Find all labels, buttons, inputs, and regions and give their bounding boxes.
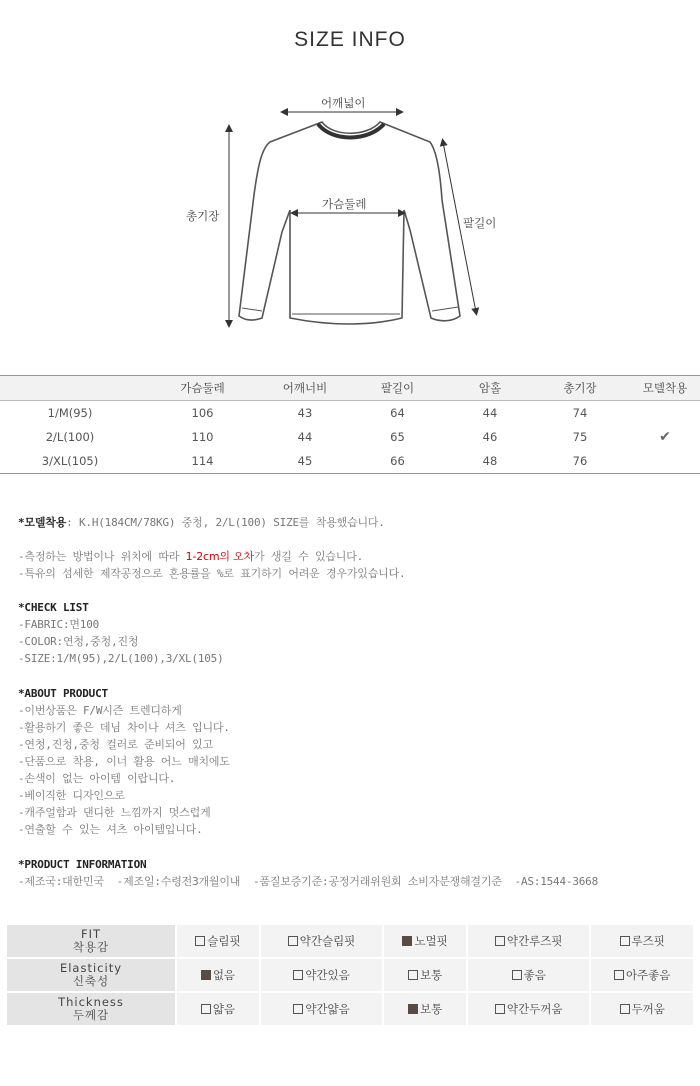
list-item: -손색이 없는 아이템 이랍니다. [18,772,176,785]
option-label: 약간루즈핏 [506,934,563,948]
list-item: -베이직한 디자인으로 [18,789,125,802]
table-cell: 106 [191,406,214,420]
checkmark-icon [630,401,700,426]
model-text: : K.H(184CM/78KG) 중청, 2/L(100) SIZE를 착용했습니다. [66,516,385,529]
table-row [0,425,700,449]
header-cell: 어깨너비 [265,376,345,401]
note-line2: -특유의 섬세한 제작공정으로 혼용률을 %로 표기하기 어려운 경우가있습니다. [18,567,406,580]
checkbox-icon [201,970,211,980]
checkbox-icon [495,936,505,946]
option-label: 아주좋음 [625,968,671,982]
fit-table [7,925,693,1027]
option-label: 루즈핏 [631,934,665,948]
thickness-option [259,993,382,1027]
option-label: 얇음 [212,1002,236,1016]
length-label: 총기장 [186,209,220,223]
checkbox-icon [201,1004,211,1014]
elasticity-option [466,959,589,993]
notes [18,548,688,582]
check-list [18,599,688,667]
checkbox-icon [293,1004,303,1014]
table-cell: 44 [482,406,498,420]
checkbox-icon [408,970,418,980]
table-cell: 76 [530,449,630,474]
shirt-diagram [0,0,700,360]
model-heading: *모델착용 [18,516,67,529]
option-label: 보통 [420,1002,443,1016]
checkmark-icon: ✔ [659,429,671,445]
thickness-option [589,993,693,1027]
list-item: -COLOR:연청,중청,진청 [18,635,139,648]
table-cell: 45 [265,449,345,474]
size-cell: 3/XL(105) [0,449,140,474]
checkbox-icon [614,970,624,980]
shoulder-label: 어깨넓이 [321,96,366,110]
option-label: 좋음 [523,968,546,982]
fit-option [259,925,382,959]
note-line1-pre: -측정하는 방법이나 위치에 따라 [18,550,186,563]
about-heading: *ABOUT PRODUCT [18,687,108,700]
header-cell: 총기장 [530,376,630,401]
fit-option [589,925,693,959]
table-cell: 114 [140,449,265,474]
checkbox-icon [512,970,522,980]
elasticity-label [7,959,175,993]
table-row [0,449,700,474]
about-product [18,685,688,838]
option-label: 슬림핏 [207,934,241,948]
checkbox-icon [620,1004,630,1014]
checkbox-icon [620,936,630,946]
header-cell: 가슴둘레 [140,376,265,401]
table-cell: 64 [390,406,405,420]
thickness-row [7,993,693,1027]
table-cell: 48 [450,449,530,474]
page-title: SIZE INFO [294,28,406,51]
table-cell: 65 [390,430,405,444]
list-item: -이번상품은 F/W시즌 트렌디하게 [18,704,182,717]
table-cell: 43 [297,406,313,420]
thickness-option [466,993,589,1027]
list-item: -캐주얼함과 댄디한 느낌까지 멋스럽게 [18,806,211,819]
product-info-heading: *PRODUCT INFORMATION [18,858,147,871]
checkmark-icon [630,449,700,474]
checkbox-icon [495,1004,505,1014]
fit-label [7,925,175,959]
thickness-option [175,993,259,1027]
shirt-outline [239,122,460,324]
check-list-heading: *CHECK LIST [18,601,89,614]
sleeve-label: 팔길이 [463,216,497,230]
list-item: -FABRIC:면100 [18,618,100,631]
label-ko: 두께감 [72,1008,110,1022]
list-item: -연출할 수 있는 셔츠 아이템입니다. [18,823,203,836]
note-line1-post: 가 생길 수 있습니다. [253,550,364,563]
size-cell: 1/M(95) [47,406,93,420]
table-row [0,401,700,426]
table-cell: 46 [482,430,498,444]
label-en: Elasticity [59,961,123,975]
label-en: FIT [80,927,102,941]
checkbox-icon [195,936,205,946]
fit-option [175,925,259,959]
header-cell [0,376,140,401]
chest-label: 가슴둘레 [322,197,367,211]
label-ko: 신축성 [72,974,110,988]
elasticity-row [7,959,693,993]
option-label: 보통 [420,968,443,982]
fit-option [382,925,466,959]
checkbox-icon [408,1004,418,1014]
size-cell: 2/L(100) [45,430,95,444]
thickness-label [7,993,175,1027]
fit-row [7,925,693,959]
model-info [18,514,688,531]
elasticity-option [589,959,693,993]
table-cell: 66 [345,449,450,474]
option-label: 약간슬림핏 [299,934,356,948]
list-item: -활용하기 좋은 데님 차이나 셔츠 입니다. [18,721,230,734]
option-label: 노멀핏 [414,934,448,948]
product-info-text: -제조국:대한민국 -제조일:수령전3개월이내 -품질보증기준:공정거래위원회 소비자분쟁해결기준 -AS:1544-3668 [18,875,599,888]
fit-option [466,925,589,959]
table-cell: 75 [572,430,588,444]
header-cell: 팔길이 [345,376,450,401]
label-ko: 착용감 [72,940,110,954]
option-label: 약간두꺼움 [506,1002,563,1016]
label-en: Thickness [58,995,124,1009]
option-label: 없음 [212,968,236,982]
table-cell: 110 [191,430,214,444]
size-table-header [0,376,700,401]
checkbox-icon [293,970,303,980]
product-information [18,856,688,890]
list-item: -연청,진청,중청 컬러로 준비되어 있고 [18,738,213,751]
elasticity-option [382,959,466,993]
note-line1-red: 1-2cm의 오차 [185,550,254,563]
option-label: 약간있음 [305,968,350,982]
table-cell: 44 [297,430,313,444]
option-label: 약간얇음 [305,1002,350,1016]
list-item: -단품으로 착용, 이너 활용 어느 매치에도 [18,755,230,768]
checkbox-icon [402,936,412,946]
checkbox-icon [288,936,298,946]
size-table [0,375,700,474]
thickness-option [382,993,466,1027]
header-cell: 암홀 [450,376,530,401]
elasticity-option [259,959,382,993]
list-item: -SIZE:1/M(95),2/L(100),3/XL(105) [18,652,224,665]
table-cell: 74 [572,406,588,420]
header-cell: 모델착용 [630,376,700,401]
elasticity-option [175,959,259,993]
option-label: 두꺼움 [631,1002,665,1016]
